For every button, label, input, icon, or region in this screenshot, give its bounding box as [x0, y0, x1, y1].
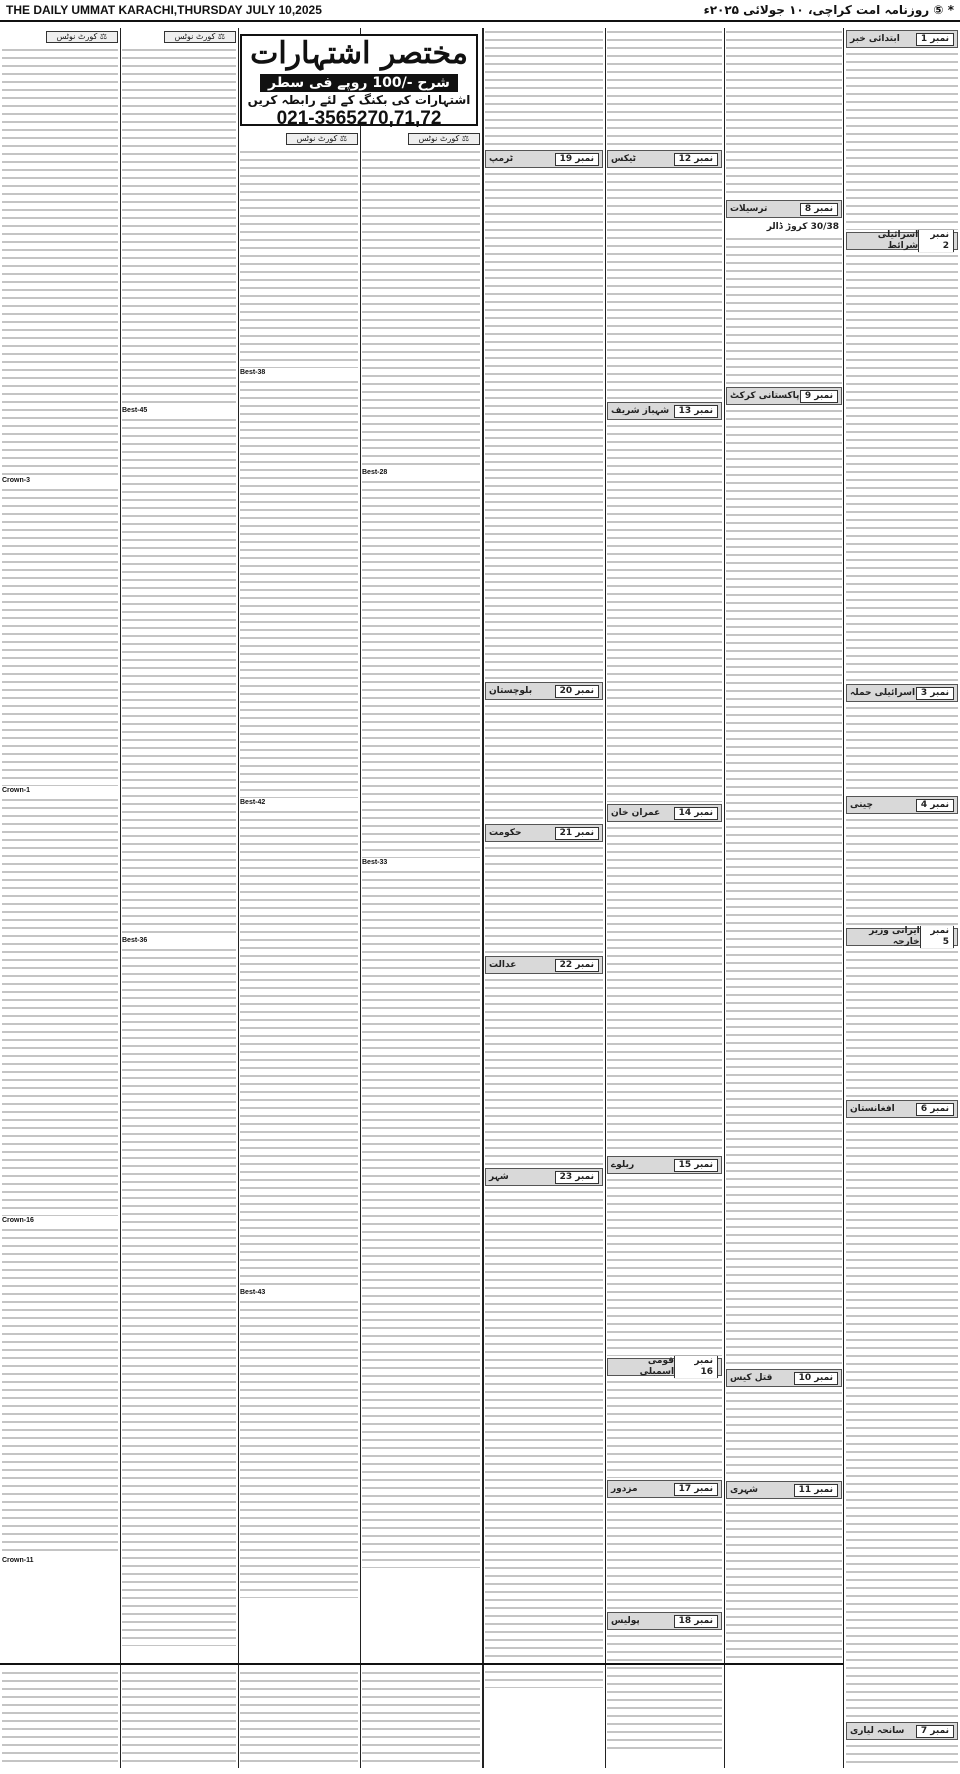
- ad-title: مختصر اشتہارات: [250, 36, 468, 71]
- section-header: [485, 682, 603, 700]
- article-text: [485, 976, 603, 1166]
- page-body: [0, 28, 960, 1768]
- section-header: [607, 804, 722, 822]
- notice-text: [122, 416, 236, 936]
- section-header: [607, 1612, 722, 1630]
- news-column-h: [846, 28, 958, 1768]
- column-divider: [724, 28, 725, 1768]
- article-text: [607, 824, 722, 1154]
- section-number: نمبر 3: [916, 687, 954, 700]
- section-title: بلوچستان: [489, 685, 533, 696]
- section-title: قومی اسمبلی: [639, 1356, 675, 1377]
- section-header: [846, 30, 958, 48]
- section-title: چینی: [850, 799, 873, 810]
- article-text: [485, 1188, 603, 1688]
- section-header: [607, 402, 722, 420]
- article-text: [485, 702, 603, 822]
- section-number: نمبر 11: [794, 1484, 838, 1497]
- section-title: اسرائیلی حملہ: [850, 687, 916, 698]
- section-number: نمبر 16: [674, 1355, 718, 1379]
- section-number: نمبر 12: [674, 153, 718, 166]
- ad-phone: 021-3565270,71,72: [276, 108, 442, 129]
- section-header: [607, 1358, 722, 1376]
- classifieds-column-b: [122, 28, 236, 1768]
- section-number: نمبر 14: [674, 807, 718, 820]
- crown-code: Crown-3: [2, 477, 30, 484]
- bottom-cell: [362, 1669, 480, 1767]
- section-header: [607, 1156, 722, 1174]
- article-text: [726, 28, 842, 198]
- bottom-news-strip: [0, 1663, 843, 1770]
- section-number: نمبر 7: [916, 1725, 954, 1738]
- section-number: نمبر 17: [674, 1483, 718, 1496]
- best-code: Best-33: [362, 859, 388, 866]
- best-code: Best-42: [240, 799, 266, 806]
- section-title: سانحہ لیاری: [850, 1725, 905, 1736]
- column-divider: [605, 28, 606, 1768]
- news-column-e: [485, 28, 603, 1768]
- section-header: [846, 796, 958, 814]
- section-header: [846, 232, 958, 250]
- section-number: نمبر 19: [555, 153, 599, 166]
- section-header: [726, 200, 842, 218]
- section-number: نمبر 5: [920, 925, 954, 949]
- section-header: [846, 684, 958, 702]
- section-number: نمبر 13: [674, 405, 718, 418]
- section-header: [607, 150, 722, 168]
- notice-text: [240, 1298, 358, 1598]
- classifieds-column-d: [362, 130, 480, 1660]
- notice-text: [240, 378, 358, 798]
- best-code: Best-28: [362, 469, 388, 476]
- section-header: [485, 1168, 603, 1186]
- notice-text: [2, 1226, 118, 1556]
- section-title: شہباز شریف: [611, 405, 670, 416]
- section-number: نمبر 1: [916, 33, 954, 46]
- column-divider: [360, 28, 361, 1768]
- section-number: نمبر 4: [916, 799, 954, 812]
- section-header: [485, 150, 603, 168]
- article-text: [846, 1742, 958, 1768]
- section-title: ٹیکس: [611, 153, 637, 164]
- notice-text: [2, 486, 118, 786]
- article-text: [846, 704, 958, 794]
- section-header: [846, 928, 958, 946]
- article-text: [485, 844, 603, 954]
- section-number: نمبر 2: [918, 229, 954, 253]
- notice-text: [240, 808, 358, 1288]
- notice-text: [122, 946, 236, 1646]
- section-number: نمبر 21: [555, 827, 599, 840]
- section-header: [726, 1481, 842, 1499]
- section-title: شہر: [489, 1171, 509, 1182]
- section-title: عمران خان: [611, 807, 661, 818]
- article-text: [726, 235, 842, 385]
- section-header: [726, 387, 842, 405]
- section-header: [485, 824, 603, 842]
- ad-rate: شرح -/100 روپے فی سطر: [260, 74, 458, 92]
- section-title: حکومت: [489, 827, 522, 838]
- section-title: پولیس: [611, 1615, 640, 1626]
- crown-code: Crown-1: [2, 787, 30, 794]
- newspaper-header: [0, 0, 960, 22]
- section-number: نمبر 6: [916, 1103, 954, 1116]
- news-column-g: [726, 28, 842, 1768]
- article-text: [726, 407, 842, 1367]
- section-title: پاکستانی کرکٹ: [730, 390, 800, 401]
- article-text: [607, 28, 722, 148]
- article-text: [607, 422, 722, 802]
- notice-text: [2, 46, 118, 476]
- section-title: ٹرمپ: [489, 153, 514, 164]
- article-text: [607, 1378, 722, 1478]
- notice-text: [240, 148, 358, 368]
- header-urdu-title: * ⑤ روزنامہ امت کراچی، ۱۰ جولائی ۲۰۲۵ء: [703, 3, 954, 17]
- section-number: نمبر 20: [555, 685, 599, 698]
- section-header: [726, 1369, 842, 1387]
- bottom-cell: [2, 1669, 118, 1767]
- section-title: ریلوے: [611, 1159, 635, 1170]
- classifieds-column-a: [2, 28, 118, 1768]
- section-number: نمبر 18: [674, 1615, 718, 1628]
- header-english-title: THE DAILY UMMAT KARACHI,THURSDAY JULY 10,2025: [6, 3, 322, 17]
- section-number: نمبر 22: [555, 959, 599, 972]
- section-title: ایرانی وزیر خارجہ: [869, 926, 920, 947]
- article-text: [846, 816, 958, 926]
- section-header: [846, 1722, 958, 1740]
- article-text: [726, 1389, 842, 1479]
- notice-text: [362, 148, 480, 468]
- court-notice-badge: ⚖ کورٹ نوٹس: [46, 31, 118, 43]
- article-text: [607, 1176, 722, 1356]
- court-notice-badge: ⚖ کورٹ نوٹس: [286, 133, 358, 145]
- best-code: Best-45: [122, 407, 148, 414]
- best-code: Best-43: [240, 1289, 266, 1296]
- section-header: [485, 956, 603, 974]
- article-text: [846, 252, 958, 682]
- column-divider: [120, 28, 121, 1768]
- column-divider: [482, 28, 484, 1768]
- section-title: قتل کیس: [730, 1372, 773, 1383]
- section-title: عدالت: [489, 959, 517, 970]
- best-code: Best-38: [240, 369, 266, 376]
- remittance-figure: 30/38 کروڑ ڈالر: [766, 222, 839, 232]
- article-text: [846, 948, 958, 1098]
- notice-text: [122, 46, 236, 406]
- notice-text: [362, 478, 480, 858]
- article-text: [607, 1500, 722, 1610]
- court-notice-badge: ⚖ کورٹ نوٹس: [164, 31, 236, 43]
- section-header: [607, 1480, 722, 1498]
- article-text: [485, 28, 603, 148]
- section-number: نمبر 9: [800, 390, 838, 403]
- article-text: [485, 170, 603, 680]
- section-number: نمبر 8: [800, 203, 838, 216]
- crown-code: Crown-11: [2, 1557, 34, 1564]
- section-number: نمبر 23: [555, 1171, 599, 1184]
- column-divider: [843, 28, 844, 1768]
- section-number: نمبر 10: [794, 1372, 838, 1385]
- article-text: [607, 170, 722, 400]
- court-notice-badge: ⚖ کورٹ نوٹس: [408, 133, 480, 145]
- notice-text: [2, 796, 118, 1216]
- notice-text: [362, 868, 480, 1568]
- ad-booking-text: اشتہارات کی بکنگ کے لئے رابطہ کریں: [247, 93, 471, 107]
- article-text: [846, 1120, 958, 1720]
- section-header: [846, 1100, 958, 1118]
- article-text: [726, 1501, 842, 1661]
- section-number: نمبر 15: [674, 1159, 718, 1172]
- crown-code: Crown-16: [2, 1217, 34, 1224]
- classifieds-column-c: [240, 130, 358, 1660]
- bottom-cell: [240, 1669, 358, 1767]
- section-title: اسرائیلی شرائط: [877, 230, 919, 251]
- classified-ad-box: [240, 34, 478, 129]
- news-column-f: [607, 28, 722, 1768]
- section-title: مزدور: [611, 1483, 638, 1494]
- section-title: ترسیلات: [730, 203, 768, 214]
- section-title: افغانستان: [850, 1103, 895, 1114]
- article-text: [846, 50, 958, 230]
- bottom-cell: [122, 1669, 236, 1767]
- section-title: ابتدائی خبر: [850, 33, 900, 44]
- column-divider: [238, 28, 239, 1768]
- best-code: Best-36: [122, 937, 148, 944]
- section-title: شہری: [730, 1484, 758, 1495]
